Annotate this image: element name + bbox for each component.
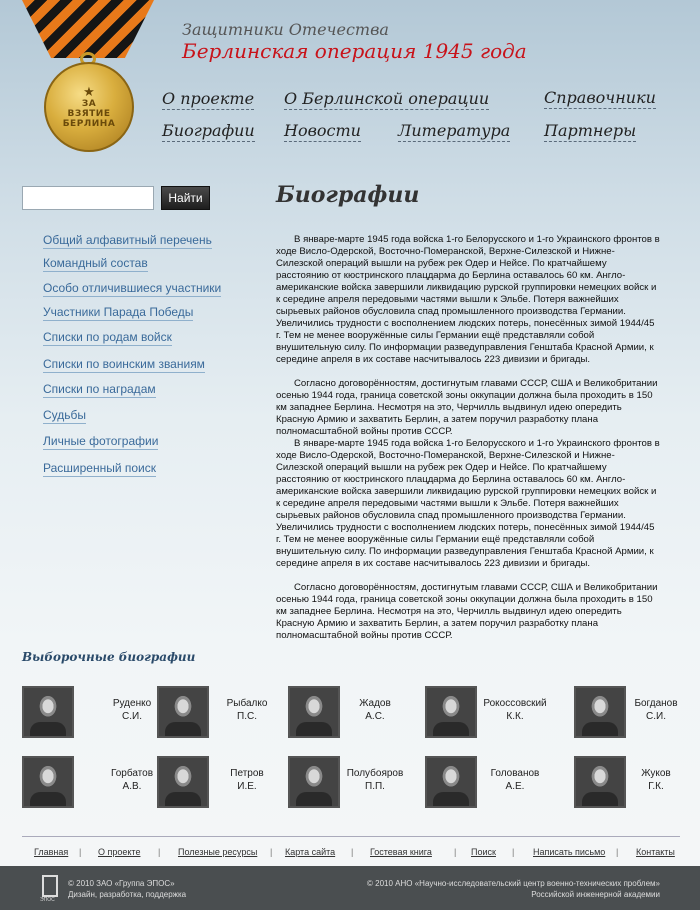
sidebar-item-by-rank[interactable]: Списки по воинским званиям [43,357,205,371]
footer-link-resources[interactable]: Полезные ресурсы [178,847,258,857]
portrait-photo[interactable] [425,686,477,738]
bio-name[interactable]: Рыбалко П.С. [226,698,268,722]
article-paragraph: В январе-марте 1945 года войска 1-го Белорусского и 1-го Украинского фронтов в ходе Висло-Одерской, Восточно-Померанской, Верхне-Силезской и Нижне-Силезской операций вышли на рубеж рек Одер и Нейсе. По кратчайшему расстоянию от кюстринского плацдарма до Берлина оставалось 60 км. Англо-американские войска завершили ликвидацию рурской группировки немецких войск и к середине апреля передовыми частями вышли к Эльбе. Потеря важнейших сырьевых районов обусловила спад промышленного производства Германии. Увеличились трудности с восполнением людских потерь, понесённых зимой 1944/45 г. Тем не менее вооружённые силы Германии ещё представляли собой внушительную силу. По информации разведуправления Генштаба Красной Армии, к середине апреля в их составе насчитывалось 223 дивизии и бригады. [276,438,660,569]
sidebar-item-advanced-search[interactable]: Расширенный поиск [43,461,156,475]
medal-logo [44,62,134,152]
nav-biographies[interactable]: Биографии [162,121,255,140]
bio-name[interactable]: Руденко С.И. [112,698,152,722]
search-input[interactable] [22,186,154,210]
bio-name[interactable]: Голованов А.Е. [490,768,540,792]
nav-partners[interactable]: Партнеры [544,121,637,140]
portrait-photo[interactable] [288,756,340,808]
nav-berlin-operation[interactable]: О Берлинской операции [284,89,490,108]
medal-text-1: ЗА [81,98,97,109]
article-paragraph: Согласно договорённостям, достигнутым главами СССР, США и Великобритании осенью 1944 года, граница советской зоны оккупации должна была проходить в 150 км западнее Берлина. Несмотря на это, Черчилль выдвинул идею опередить Красную Армию и захватить Берлин, а затем поручил разработку плана полномасштабной войны против СССР. [276,378,658,437]
star-icon: ★ [83,84,95,100]
bio-name[interactable]: Петров И.Е. [230,768,264,792]
sidebar-item-by-award[interactable]: Списки по наградам [43,382,156,396]
nav-about[interactable]: О проекте [162,89,255,108]
search-button[interactable]: Найти [161,186,210,210]
footer-separator: | [79,847,82,857]
nav-news[interactable]: Новости [284,121,361,140]
epos-logo-text: ЭПОС [40,897,55,903]
footer-separator: | [616,847,619,857]
epos-logo-icon[interactable] [42,875,58,897]
bio-name[interactable]: Богданов С.И. [634,698,678,722]
portrait-photo[interactable] [425,756,477,808]
sidebar-item-photos[interactable]: Личные фотографии [43,434,159,448]
sidebar-item-fates[interactable]: Судьбы [43,408,87,422]
sidebar-item-parade[interactable]: Участники Парада Победы [43,305,194,319]
footer-separator: | [158,847,161,857]
portrait-photo[interactable] [574,686,626,738]
portrait-photo[interactable] [22,756,74,808]
footer-separator: | [351,847,354,857]
footer-link-contacts[interactable]: Контакты [636,847,675,857]
sidebar-item-alphabetical[interactable]: Общий алфавитный перечень [43,233,212,247]
medal-text-3: БЕРЛИНА [62,118,116,129]
footer-link-about[interactable]: О проекте [98,847,141,857]
footer-link-sitemap[interactable]: Карта сайта [285,847,336,857]
footer-link-guestbook[interactable]: Гостевая книга [370,847,432,857]
footer-copyright-right: © 2010 АНО «Научно-исследовательский центр военно-технических проблем» Российской инженерной академии [367,879,660,899]
nav-literature[interactable]: Литература [398,121,511,140]
medal-ribbon [22,0,154,58]
bio-name[interactable]: Рокоссовский К.К. [483,698,547,722]
selected-biographies-title: Выборочные биографии [22,650,196,664]
portrait-photo[interactable] [288,686,340,738]
bio-name[interactable]: Жадов А.С. [359,698,391,722]
article-text [276,234,660,654]
footer-link-home[interactable]: Главная [34,847,69,857]
site-title: Берлинская операция 1945 года [182,39,527,63]
article-paragraph: Согласно договорённостям, достигнутым главами СССР, США и Великобритании осенью 1944 года, граница советской зоны оккупации должна была проходить в 150 км западнее Берлина. Несмотря на это, Черчилль выдвинул идею опередить Красную Армию и захватить Берлин, а затем поручил разработку плана полномасштабной войны против СССР. [276,582,658,641]
portrait-photo[interactable] [22,686,74,738]
nav-reference[interactable]: Справочники [544,88,656,107]
sidebar-item-by-branch[interactable]: Списки по родам войск [43,330,172,344]
article-paragraph: В январе-марте 1945 года войска 1-го Белорусского и 1-го Украинского фронтов в ходе Висло-Одерской, Восточно-Померанской, Верхне-Силезской и Нижне-Силезской операций вышли на рубеж рек Одер и Нейсе. По кратчайшему расстоянию от кюстринского плацдарма до Берлина оставалось 60 км. Англо-американские войска завершили ликвидацию рурской группировки немецких войск и к середине апреля передовыми частями вышли к Эльбе. Потеря важнейших сырьевых районов обусловила спад промышленного производства Германии. Увеличились трудности с восполнением людских потерь, понесённых зимой 1944/45 г. Тем не менее вооружённые силы Германии ещё представляли собой внушительную силу. По информации разведуправления Генштаба Красной Армии, к середине апреля в их составе насчитывалось 223 дивизии и бригады. [276,234,660,365]
bio-name[interactable]: Горбатов А.В. [110,768,154,792]
portrait-photo[interactable] [157,686,209,738]
page-title: Биографии [276,182,420,208]
site-subtitle: Защитники Отечества [182,20,389,39]
footer-link-write[interactable]: Написать письмо [533,847,606,857]
medal-text-2: ВЗЯТИЕ [67,108,111,119]
sidebar-item-command[interactable]: Командный состав [43,256,148,270]
footer-separator: | [270,847,273,857]
bio-name[interactable]: Полубояров П.П. [346,768,404,792]
bio-name[interactable]: Жуков Г.К. [641,768,671,792]
portrait-photo[interactable] [157,756,209,808]
footer-copyright-left: © 2010 ЗАО «Группа ЭПОС» Дизайн, разработка, поддержка [68,879,187,899]
sidebar-item-distinguished[interactable]: Особо отличившиеся участники [43,281,222,295]
footer-separator: | [454,847,457,857]
footer-separator: | [512,847,515,857]
footer-divider [22,836,680,837]
footer-link-search[interactable]: Поиск [471,847,496,857]
portrait-photo[interactable] [574,756,626,808]
